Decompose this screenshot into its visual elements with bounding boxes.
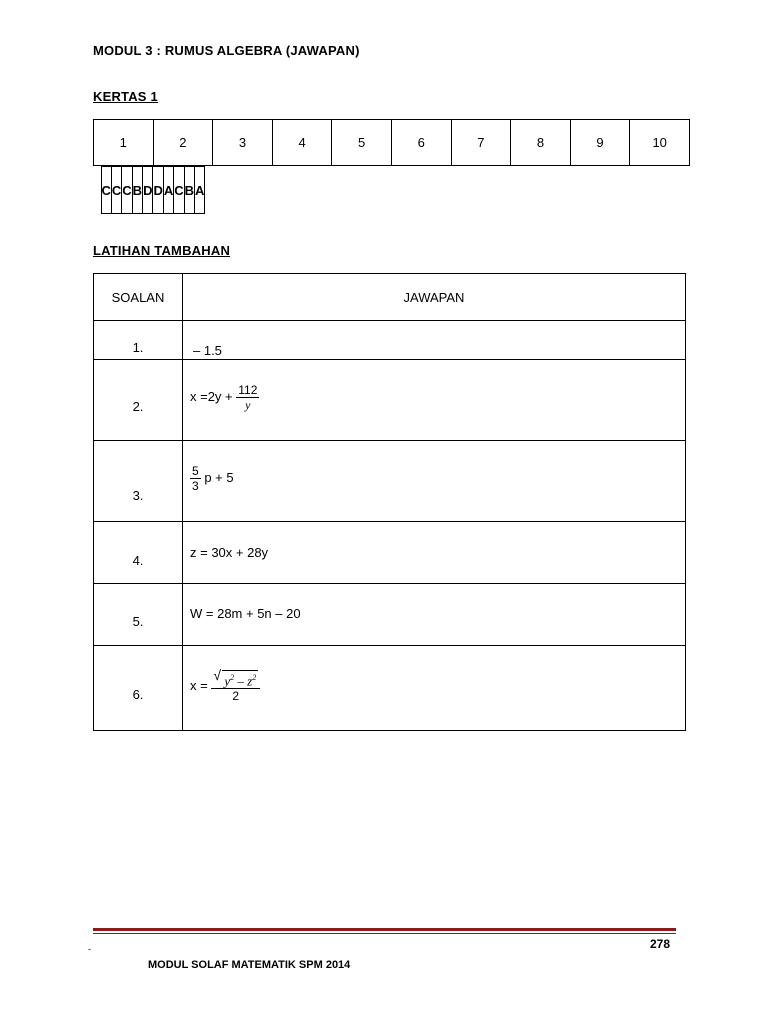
question-number: 1 <box>94 120 154 166</box>
question-number: 9 <box>570 120 630 166</box>
question-number: 6. <box>132 687 144 702</box>
fraction <box>236 383 259 412</box>
answer-text: – 1.5 <box>193 343 222 358</box>
question-number: 7 <box>451 120 511 166</box>
answer-cell <box>183 646 686 731</box>
answer-cell <box>183 584 686 646</box>
answer-cell <box>183 360 686 441</box>
question-cell <box>94 522 183 584</box>
answer-letter: D <box>153 167 163 214</box>
question-number: 4 <box>272 120 332 166</box>
answer-letter: C <box>111 167 121 214</box>
question-cell <box>94 441 183 522</box>
question-number: 1. <box>132 340 144 355</box>
formula-lhs: x =2y + <box>190 388 233 404</box>
fraction <box>190 464 201 493</box>
formula-rhs: p + 5 <box>204 469 234 485</box>
answer-cell <box>183 441 686 522</box>
module-title: MODUL 3 : RUMUS ALGEBRA (JAWAPAN) <box>93 43 360 58</box>
answer-letter: A <box>163 167 173 214</box>
question-number: 5 <box>332 120 392 166</box>
question-cell <box>94 646 183 731</box>
answer-formula <box>190 464 234 493</box>
question-number: 4. <box>132 553 144 568</box>
radical-sign: √ <box>213 667 222 683</box>
answer-text: W = 28m + 5n – 20 <box>190 606 301 621</box>
answer-letter: B <box>184 167 194 214</box>
fraction-denominator: 3 <box>192 479 199 493</box>
answer-cell <box>183 522 686 584</box>
fraction-denominator: y <box>236 397 259 412</box>
question-number: 8 <box>511 120 571 166</box>
question-cell <box>94 360 183 441</box>
fraction <box>211 667 260 704</box>
page-number: 278 <box>650 937 671 951</box>
kertas-answer-table <box>93 119 690 198</box>
answer-formula <box>190 383 259 412</box>
fraction-numerator <box>211 667 260 689</box>
answer-letter: A <box>195 167 205 214</box>
question-number: 6 <box>391 120 451 166</box>
radicand: $y^2 - z^2$ <box>222 670 258 688</box>
question-number: 10 <box>630 120 690 166</box>
footer-rule-thin <box>93 933 676 934</box>
question-number: 2 <box>153 120 213 166</box>
latihan-answer-table <box>93 273 686 731</box>
question-number: 2. <box>132 399 144 414</box>
square-root <box>213 667 258 689</box>
footer-text: MODUL SOLAF MATEMATIK SPM 2014 <box>148 959 351 971</box>
fraction-denominator: 2 <box>211 688 260 703</box>
question-number: 3 <box>213 120 273 166</box>
question-number: 3. <box>132 488 144 503</box>
soalan-header: SOALAN <box>94 274 183 321</box>
kertas-heading: KERTAS 1 <box>93 89 158 104</box>
answer-letter: D <box>143 167 153 214</box>
footer-rule <box>93 928 676 931</box>
answer-letter: C <box>174 167 184 214</box>
question-cell <box>94 584 183 646</box>
latihan-heading: LATIHAN TAMBAHAN <box>93 243 231 258</box>
answer-letter: B <box>132 167 142 214</box>
jawapan-header: JAWAPAN <box>183 274 686 321</box>
fraction-numerator: 5 <box>192 464 199 478</box>
footer-mark: - <box>88 944 91 954</box>
fraction-numerator: 112 <box>238 383 258 397</box>
formula-lhs: x = <box>190 678 208 694</box>
answer-letter: C <box>101 167 111 214</box>
question-number: 5. <box>132 614 144 629</box>
answer-text: z = 30x + 28y <box>190 545 269 560</box>
question-cell <box>94 321 183 360</box>
answer-formula <box>190 667 260 704</box>
answer-letter: C <box>122 167 132 214</box>
answer-cell <box>183 321 686 360</box>
